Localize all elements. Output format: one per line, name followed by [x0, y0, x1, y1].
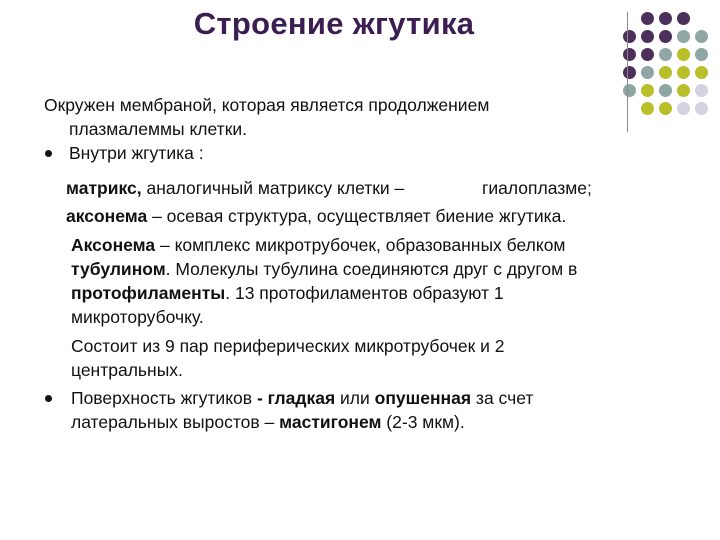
slide-title: Строение жгутика — [193, 6, 475, 41]
term-protofilaments: протофиламенты — [71, 283, 226, 303]
term-axoneme: аксонема — [66, 206, 148, 226]
body-line — [71, 387, 533, 410]
body-text: – осевая структура, осуществляет биение жгутика. — [147, 206, 567, 226]
body-line — [71, 258, 577, 281]
body-line — [71, 411, 465, 434]
body-text: . Молекулы тубулина соединяются друг с другом в — [165, 259, 578, 279]
body-line: гиалоплазме; — [482, 178, 592, 198]
body-text: Поверхность жгутиков — [71, 388, 257, 408]
term-smooth: - гладкая — [256, 388, 336, 408]
body-line: Состоит из 9 пар периферических микротрубочек и 2 — [71, 336, 505, 356]
term-axoneme: Аксонема — [71, 235, 156, 255]
body-text: – комплекс микротрубочек, образованных белком — [155, 235, 566, 255]
term-pubescent: опушенная — [374, 388, 472, 408]
body-line: микроторубочку. — [71, 307, 204, 327]
body-text: аналогичный матриксу клетки – — [141, 178, 405, 198]
body-line: плазмалеммы клетки. — [69, 119, 247, 139]
body-line — [66, 177, 404, 200]
body-text: латеральных выростов – — [71, 412, 280, 432]
term-mastigonemes: мастигонем — [279, 412, 382, 432]
bullet-icon — [45, 150, 52, 157]
term-tubulin: тубулином — [71, 259, 166, 279]
body-line: Внутри жгутика : — [69, 143, 204, 163]
term-matrix: матрикс, — [66, 178, 142, 198]
body-line — [71, 282, 504, 305]
body-text: (2-3 мкм). — [381, 412, 465, 432]
body-text: или — [335, 388, 375, 408]
body-line: Окружен мембраной, которая является продолжением — [44, 95, 490, 115]
body-line: центральных. — [71, 360, 183, 380]
body-line — [66, 205, 566, 228]
body-text: за счет — [471, 388, 534, 408]
bullet-icon — [45, 395, 52, 402]
body-text: . 13 протофиламентов образуют 1 — [225, 283, 504, 303]
body-line — [71, 234, 565, 257]
